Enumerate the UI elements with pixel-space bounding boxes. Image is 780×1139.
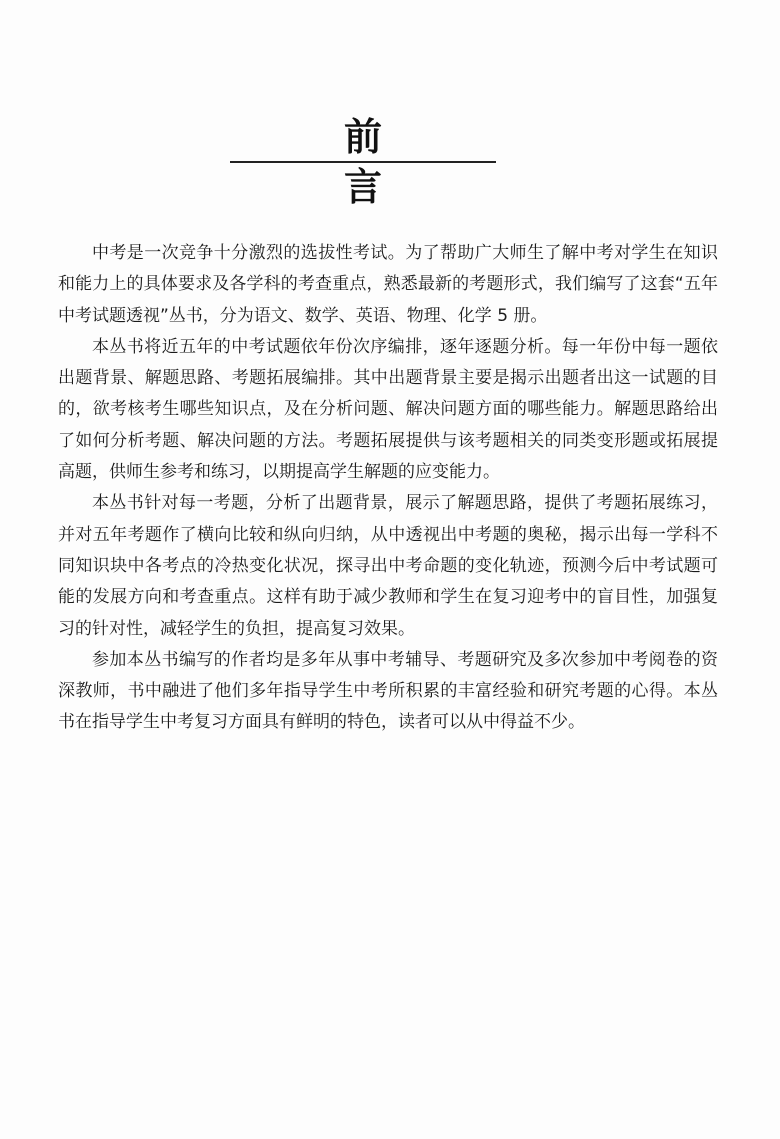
title-underline xyxy=(230,161,496,163)
paragraph-3: 本丛书针对每一考题，分析了出题背景，展示了解题思路，提供了考题拓展练习，并对五年考题作了横向比较和纵向归纳，从中透视出中考题的奥秘，揭示出每一学科不同知识块中各考点的冷热变化状况，探寻出中考命题的变化轨迹，预测今后中考试题可能的发展方向和考查重点。这样有助于减少教师和学生在复习迎考中的盲目性，加强复习的针对性，减轻学生的负担，提高复习效果。 xyxy=(58,493,718,639)
page-title: 前 言 xyxy=(343,115,501,209)
paragraph-4: 参加本丛书编写的作者均是多年从事中考辅导、考题研究及多次参加中考阅卷的资深教师，书中融进了他们多年指导学生中考所积累的丰富经验和研究考题的心得。本丛书在指导学生中考复习方面具有鲜明的特色，读者可以从中得益不少。 xyxy=(58,649,718,733)
paragraph-1: 中考是一次竞争十分激烈的选拔性考试。为了帮助广大师生了解中考对学生在知识和能力上的具体要求及各学科的考查重点，熟悉最新的考题形式，我们编写了这套“五年中考试题透视”丛书，分为语文、数学、英语、物理、化学 5 册。 xyxy=(58,243,718,326)
paragraph-2: 本丛书将近五年的中考试题依年份次序编排，逐年逐题分析。每一年份中每一题依出题背景、解题思路、考题拓展编排。其中出题背景主要是揭示出题者出这一试题的目的，欲考核考生哪些知识点，及在分析问题、解决问题方面的哪些能力。解题思路给出了如何分析考题、解决问题的方法。考题拓展提供与该考题相关的同类变形题或拓展提高题，供师生参考和练习，以期提高学生解题的应变能力。 xyxy=(58,336,718,483)
body-text xyxy=(58,238,718,739)
